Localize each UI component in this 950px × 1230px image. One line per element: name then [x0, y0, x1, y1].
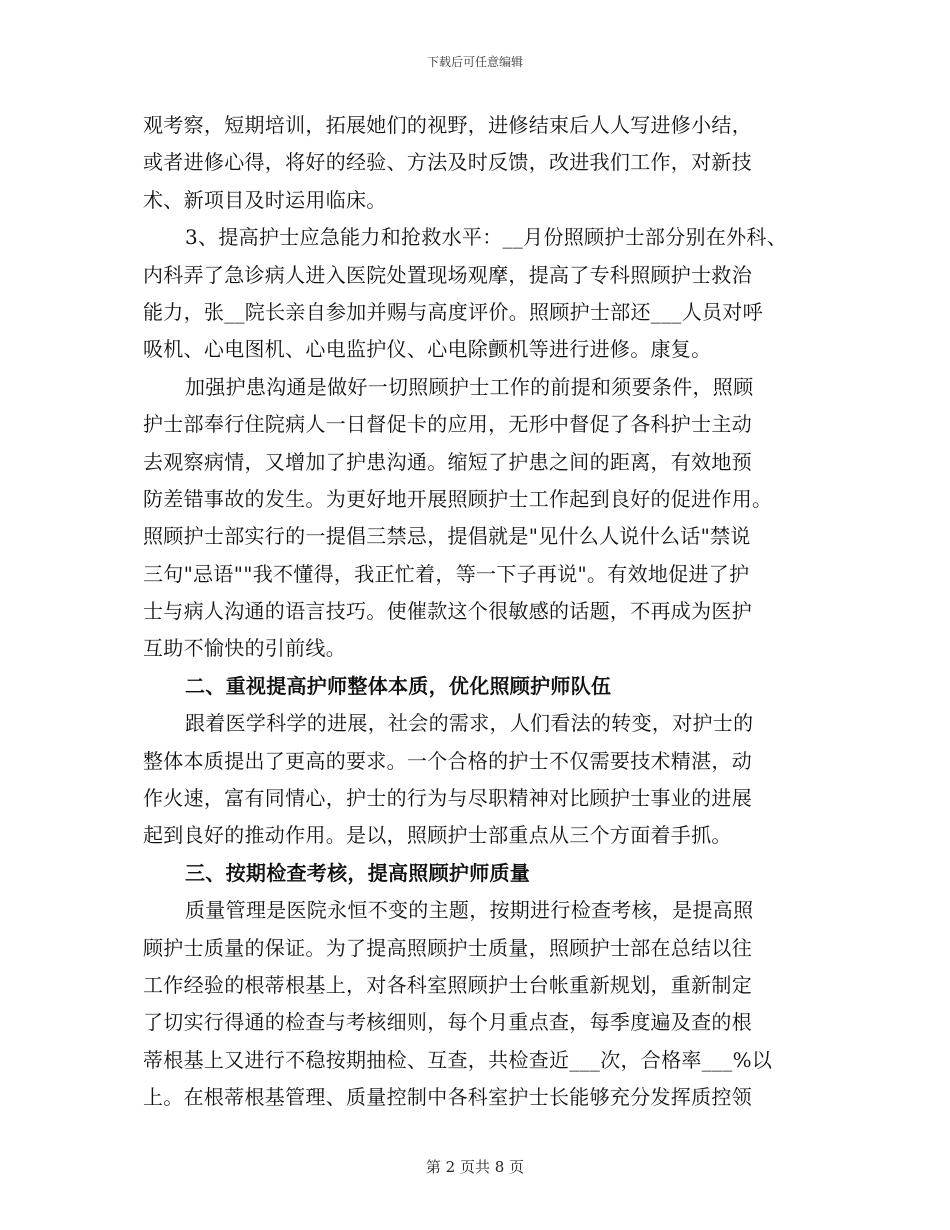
text-line: 整体本质提出了更高的要求。一个合格的护士不仅需要技术精湛，动	[143, 748, 752, 773]
section-heading: 三、按期检查考核，提高照顾护师质量	[185, 860, 531, 885]
text-line: 顾护士质量的保证。为了提高照顾护士质量，照顾护士部在总结以往	[143, 935, 752, 960]
text-line: 术、新项目及时运用临床。	[143, 187, 387, 212]
page-header: 下载后可任意编辑	[426, 55, 523, 69]
document-body	[143, 107, 808, 1117]
text-line: 观考察，短期培训，拓展她们的视野，进修结束后人人写进修小结，	[143, 113, 752, 137]
text-line: 护士部奉行住院病人一日督促卡的应用，无形中督促了各科护士主动	[143, 412, 752, 437]
text-line: 去观察病情，又增加了护患沟通。缩短了护患之间的距离，有效地预	[143, 449, 752, 474]
text-line: 互助不愉快的引前线。	[143, 636, 346, 661]
text-line: 防差错事故的发生。为更好地开展照顾护士工作起到良好的促进作用。	[143, 486, 773, 511]
text-line: 吸机、心电图机、心电监护仪、心电除颤机等进行进修。康复。	[143, 337, 712, 362]
text-line: 士与病人沟通的语言技巧。使催款这个很敏感的话题，不再成为医护	[143, 599, 752, 624]
section-heading: 二、重视提高护师整体本质，优化照顾护师队伍	[185, 673, 612, 698]
text-line: 内科弄了急诊病人进入医院处置现场观摩，提高了专科照顾护士救治	[143, 262, 752, 287]
paragraph-start: 3、提高护士应急能力和抢救水平：__月份照顾护士部分别在外科、	[185, 225, 788, 250]
text-line: 照顾护士部实行的一提倡三禁忌，提倡就是"见什么人说什么话"禁说	[143, 524, 751, 549]
text-line: 上。在根蒂根基管理、质量控制中各科室护士长能够充分发挥质控领	[143, 1085, 752, 1110]
paragraph-start: 加强护患沟通是做好一切照顾护士工作的前提和须要条件，照顾	[185, 374, 754, 399]
text-line: 三句"忌语""我不懂得，我正忙着，等一下子再说"。有效地促进了护	[143, 561, 750, 586]
text-line: 工作经验的根蒂根基上，对各科室照顾护士台帐重新规划，重新制定	[143, 972, 752, 997]
text-line: 或者进修心得，将好的经验、方法及时反馈，改进我们工作，对新技	[143, 150, 752, 175]
page-number: 第 2 页共 8 页	[425, 1158, 525, 1176]
text-line: 起到良好的推动作用。是以，照顾护士部重点从三个方面着手抓。	[143, 823, 732, 848]
paragraph-start: 跟着医学科学的进展，社会的需求，人们看法的转变，对护士的	[185, 711, 754, 736]
text-line: 作火速，富有同情心，护士的行为与尽职精神对比顾护士事业的进展	[143, 786, 752, 811]
text-line: 了切实行得通的检查与考核细则，每个月重点查，每季度遍及查的根	[143, 1010, 752, 1035]
paragraph-start: 质量管理是医院永恒不变的主题，按期进行检查考核，是提高照	[185, 898, 754, 923]
text-line: 蒂根基上又进行不稳按期抽检、互查，共检查近___次，合格率___%以	[143, 1047, 773, 1072]
text-line: 能力，张__院长亲自参加并赐与高度评价。照顾护士部还___人员对呼	[143, 299, 763, 324]
